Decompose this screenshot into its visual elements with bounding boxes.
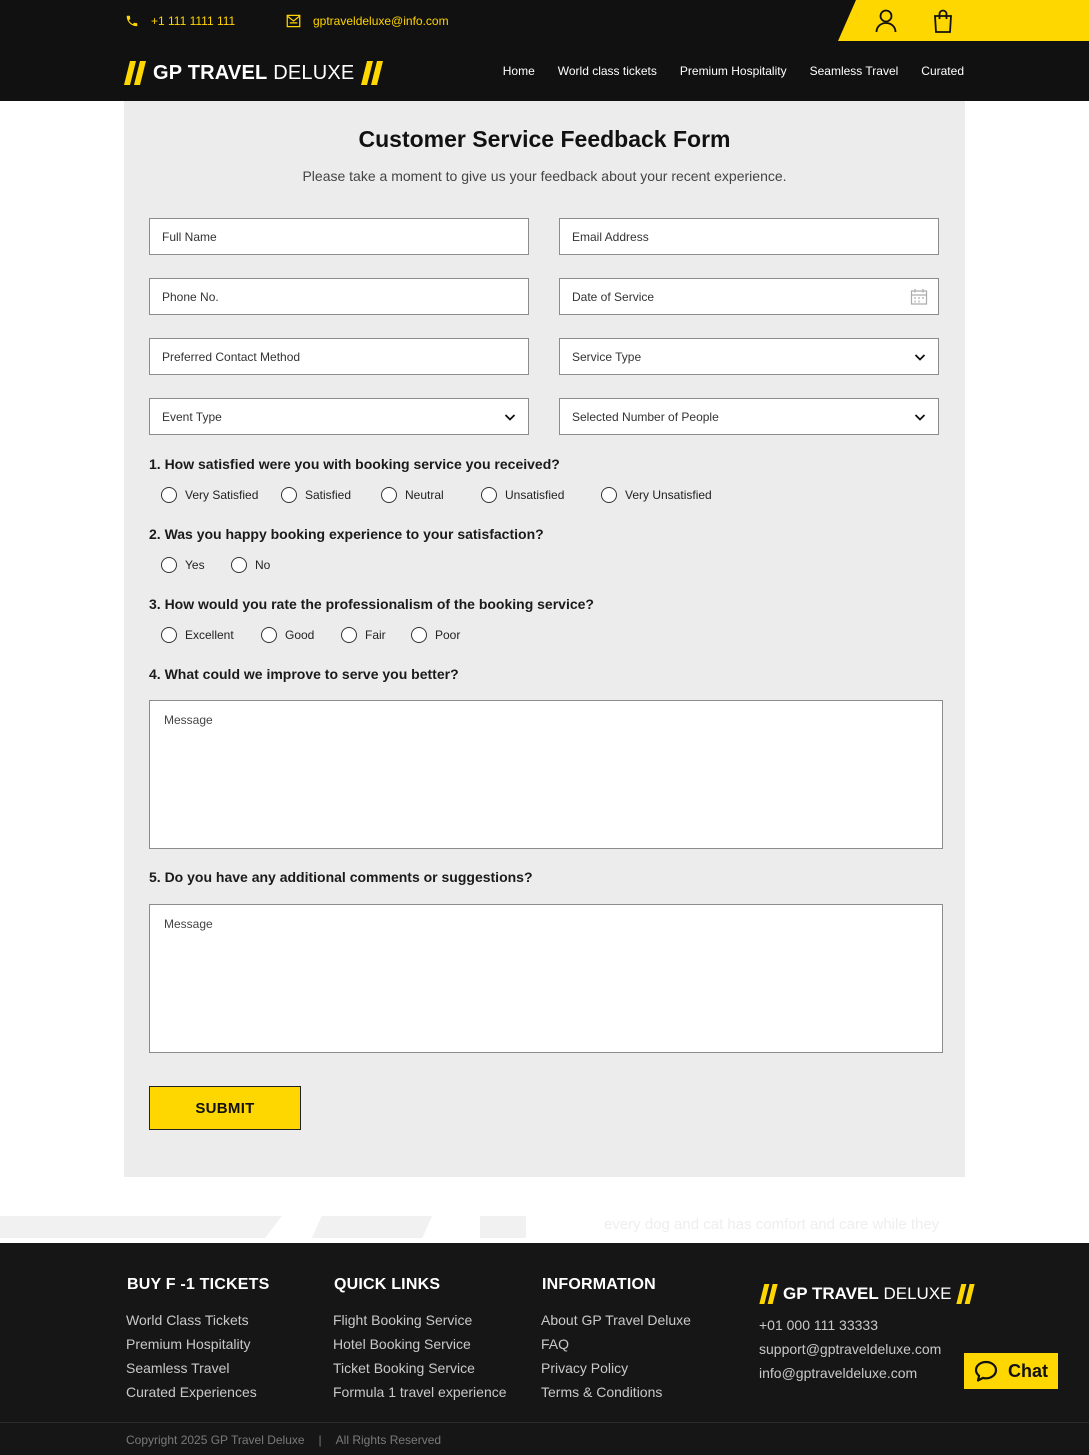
radio-label: Poor: [435, 628, 461, 642]
question-4: 4. What could we improve to serve you better?: [149, 666, 459, 682]
footer-divider: [0, 1422, 1089, 1423]
footer-heading: INFORMATION: [542, 1276, 656, 1293]
footer-heading: BUY F -1 TICKETS: [127, 1276, 270, 1293]
service-type-value: Service Type: [572, 349, 642, 364]
radio-circle[interactable]: [161, 557, 177, 573]
radio-circle[interactable]: [261, 627, 277, 643]
radio-label: Excellent: [185, 628, 234, 642]
top-bar: [0, 0, 1089, 41]
main-header: [0, 41, 1089, 101]
radio-label: Satisfied: [305, 488, 352, 502]
chat-button[interactable]: [964, 1353, 1058, 1389]
question-3-options: [161, 627, 460, 643]
top-phone[interactable]: [125, 0, 235, 41]
radio-label: Good: [285, 628, 315, 642]
radio-label: Very Satisfied: [185, 488, 259, 502]
radio-label: Unsatisfied: [505, 488, 565, 502]
top-email[interactable]: [286, 0, 449, 41]
nav-home[interactable]: Home: [502, 64, 535, 78]
top-email-text: gptraveldeluxe@info.com: [313, 13, 449, 28]
radio-yes[interactable]: [161, 557, 231, 573]
footer-col-quick-links: [334, 1276, 507, 1404]
radio-neutral[interactable]: [381, 487, 481, 503]
site-footer: [0, 1243, 1089, 1455]
nav-world-class-tickets[interactable]: World class tickets: [557, 64, 657, 78]
comments-placeholder: Message: [164, 917, 213, 931]
shopping-bag-icon: [933, 9, 953, 33]
feedback-form: [124, 101, 965, 1177]
radio-excellent[interactable]: [161, 627, 261, 643]
cart-button[interactable]: [930, 8, 956, 34]
footer-link[interactable]: Formula 1 travel experience: [333, 1384, 507, 1400]
footer-link[interactable]: Curated Experiences: [126, 1384, 257, 1400]
event-type-select[interactable]: [149, 398, 529, 435]
radio-circle[interactable]: [481, 487, 497, 503]
question-3: 3. How would you rate the professionalism of the booking service?: [149, 596, 594, 612]
full-name-placeholder: Full Name: [162, 229, 217, 244]
logo-slash-icon: [361, 61, 383, 85]
footer-link[interactable]: About GP Travel Deluxe: [541, 1312, 691, 1328]
radio-label: Neutral: [405, 488, 444, 502]
footer-link[interactable]: Flight Booking Service: [333, 1312, 473, 1328]
question-1: 1. How satisfied were you with booking service you received?: [149, 456, 560, 472]
radio-circle[interactable]: [411, 627, 427, 643]
improvement-placeholder: Message: [164, 713, 213, 727]
footer-col-tickets: [127, 1276, 269, 1404]
submit-button[interactable]: SUBMIT: [149, 1086, 301, 1130]
radio-circle[interactable]: [341, 627, 357, 643]
user-icon: [875, 9, 897, 33]
service-type-select[interactable]: [559, 338, 939, 375]
radio-label: Yes: [185, 558, 205, 572]
logo-slash-icon: [124, 61, 146, 85]
preferred-contact-input[interactable]: [149, 338, 529, 375]
people-value: Selected Number of People: [572, 409, 719, 424]
radio-circle[interactable]: [161, 627, 177, 643]
footer-info-email[interactable]: info@gptraveldeluxe.com: [759, 1365, 918, 1381]
radio-circle[interactable]: [601, 487, 617, 503]
footer-link[interactable]: Terms & Conditions: [541, 1384, 663, 1400]
phone-placeholder: Phone No.: [162, 289, 219, 304]
chevron-down-icon: [914, 351, 926, 363]
logo-slash-icon: [956, 1284, 975, 1304]
contact-method-placeholder: Preferred Contact Method: [162, 349, 301, 364]
full-name-input[interactable]: [149, 218, 529, 255]
email-placeholder: Email Address: [572, 229, 649, 244]
faded-shape: [0, 1216, 282, 1238]
radio-very-satisfied[interactable]: [161, 487, 281, 503]
nav-premium-hospitality[interactable]: Premium Hospitality: [679, 64, 787, 78]
date-of-service-input[interactable]: [559, 278, 939, 315]
main-nav: [480, 41, 964, 101]
comments-textarea[interactable]: [149, 904, 943, 1053]
rights-text: All Rights Reserved: [335, 1433, 442, 1447]
radio-circle[interactable]: [381, 487, 397, 503]
chevron-down-icon: [914, 411, 926, 423]
footer-col-information: [542, 1276, 691, 1404]
nav-seamless-travel[interactable]: Seamless Travel: [809, 64, 899, 78]
radio-circle[interactable]: [161, 487, 177, 503]
form-subtitle: Please take a moment to give us your feedback about your recent experience.: [302, 168, 787, 184]
logo-text: GP TRAVEL DELUXE: [153, 61, 355, 84]
mail-icon: [286, 14, 301, 28]
number-of-people-select[interactable]: [559, 398, 939, 435]
form-title: Customer Service Feedback Form: [358, 126, 731, 152]
date-placeholder: Date of Service: [572, 289, 655, 304]
footer-col-contact: [759, 1283, 975, 1385]
radio-very-unsatisfied[interactable]: [601, 487, 712, 503]
question-5: 5. Do you have any additional comments or suggestions?: [149, 869, 533, 885]
faded-shape: [480, 1216, 526, 1238]
nav-curated[interactable]: Curated: [921, 64, 964, 78]
radio-circle[interactable]: [231, 557, 247, 573]
footer-link[interactable]: Hotel Booking Service: [333, 1336, 471, 1352]
radio-poor[interactable]: [411, 627, 460, 643]
calendar-icon[interactable]: [910, 288, 928, 306]
question-2: 2. Was you happy booking experience to your satisfaction?: [149, 526, 544, 542]
question-1-options: [161, 487, 712, 503]
chat-bubble-icon: [974, 1360, 998, 1382]
site-logo[interactable]: [124, 61, 383, 85]
radio-good[interactable]: [261, 627, 341, 643]
copyright-separator: |: [318, 1433, 322, 1447]
footer-heading: QUICK LINKS: [334, 1276, 441, 1293]
improvement-textarea[interactable]: [149, 700, 943, 849]
phone-input[interactable]: [149, 278, 529, 315]
footer-link[interactable]: Ticket Booking Service: [333, 1360, 475, 1376]
event-type-value: Event Type: [162, 409, 222, 424]
radio-label: Fair: [365, 628, 386, 642]
radio-no[interactable]: [231, 557, 270, 573]
chevron-down-icon: [504, 411, 516, 423]
logo-slash-icon: [759, 1284, 778, 1304]
faded-banner: [0, 1212, 1089, 1243]
footer-support-email[interactable]: support@gptraveldeluxe.com: [759, 1341, 942, 1357]
footer-link[interactable]: World Class Tickets: [126, 1312, 249, 1328]
email-input[interactable]: [559, 218, 939, 255]
faded-banner-text: every dog and cat has comfort and care while they: [604, 1216, 940, 1233]
faded-shape: [312, 1216, 432, 1238]
footer-link[interactable]: FAQ: [541, 1336, 570, 1352]
footer-logo[interactable]: [759, 1283, 975, 1305]
copyright-bar: [126, 1433, 441, 1447]
radio-fair[interactable]: [341, 627, 411, 643]
radio-circle[interactable]: [281, 487, 297, 503]
radio-label: No: [255, 558, 271, 572]
copyright-text: Copyright 2025 GP Travel Deluxe: [126, 1433, 305, 1447]
footer-link[interactable]: Privacy Policy: [541, 1360, 629, 1376]
account-button[interactable]: [873, 8, 899, 34]
radio-unsatisfied[interactable]: [481, 487, 601, 503]
top-phone-text: +1 111 1111 111: [151, 13, 236, 28]
chat-label: Chat: [1008, 1360, 1048, 1381]
footer-link[interactable]: Premium Hospitality: [126, 1336, 251, 1352]
phone-icon: [125, 14, 139, 28]
radio-satisfied[interactable]: [281, 487, 381, 503]
footer-link[interactable]: Seamless Travel: [126, 1360, 230, 1376]
question-2-options: [161, 557, 270, 573]
footer-logo-text: GP TRAVEL DELUXE: [783, 1284, 952, 1303]
footer-phone[interactable]: +01 000 111 33333: [759, 1317, 878, 1333]
radio-label: Very Unsatisfied: [625, 488, 712, 502]
